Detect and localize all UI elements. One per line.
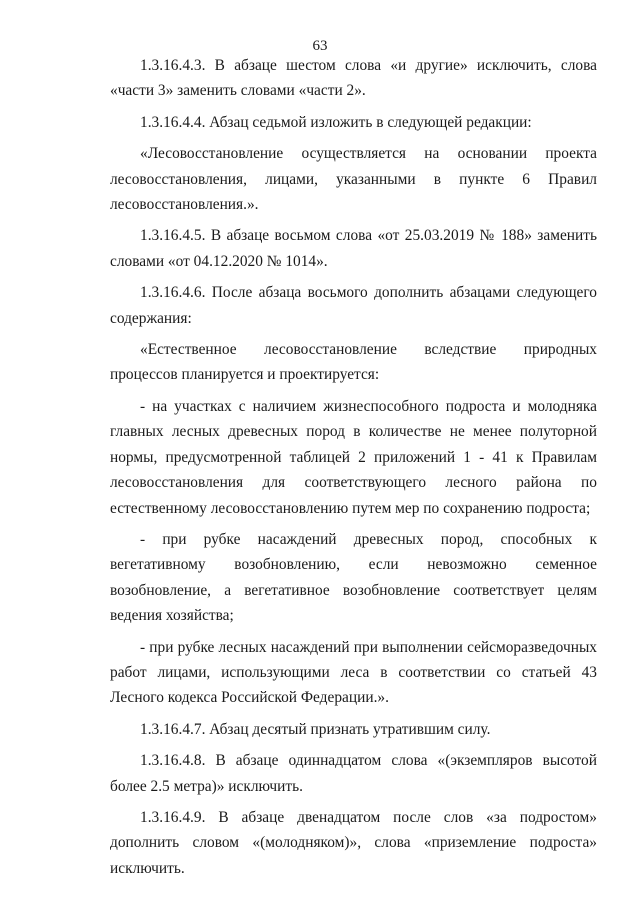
document-body — [110, 53, 597, 887]
paragraph-quoted-lesovosstanovlenie: «Лесовосстановление осуществляется на основании проекта лесовосстановления, лицами, указанными в пункте 6 Правил лесовосстановления.». — [110, 145, 597, 214]
list-item-podrost: - на участках с наличием жизнеспособного подроста и молодняка главных лесных древесных пород в количестве не менее полуторной нормы, предусмотренной таблицей 2 приложений 1 - 41 к Правилам лесовосстановления для соответствующего лесного района по естественному лесовосстановлению путем мер по сохранению подроста; — [110, 397, 597, 517]
paragraph-1-3-16-4-3: 1.3.16.4.3. В абзаце шестом слова «и другие» исключить, слова «части 3» заменить словами «части 2». — [110, 57, 597, 100]
paragraph-1-3-16-4-4: 1.3.16.4.4. Абзац седьмой изложить в следующей редакции: — [140, 113, 532, 131]
paragraph-1-3-16-4-7: 1.3.16.4.7. Абзац десятый признать утратившим силу. — [140, 720, 491, 738]
list-item-seismorazvedka: - при рубке лесных насаждений при выполнении сейсморазведочных работ лицами, использующими леса в соответствии со статьей 43 Лесного кодекса Российской Федерации.». — [110, 638, 597, 707]
page-number: 63 — [312, 38, 328, 54]
paragraph-quoted-estestvennoe: «Естественное лесовосстановление вследствие природных процессов планируется и проектируется: — [110, 341, 597, 384]
list-item-vegetativnoe: - при рубке насаждений древесных пород, способных к вегетативному возобновлению, если невозможно семенное возобновление, а вегетативное возобновление соответствует целям ведения хозяйства; — [110, 530, 597, 625]
paragraph-1-3-16-4-9: 1.3.16.4.9. В абзаце двенадцатом после слов «за подростом» дополнить словом «(молодняком)», слова «приземление подроста» исключить. — [110, 808, 597, 877]
paragraph-1-3-16-4-8: 1.3.16.4.8. В абзаце одиннадцатом слова «(экземпляров высотой более 2.5 метра)» исключить. — [110, 752, 597, 795]
paragraph-1-3-16-4-6: 1.3.16.4.6. После абзаца восьмого дополнить абзацами следующего содержания: — [110, 284, 597, 327]
paragraph-1-3-16-4-5: 1.3.16.4.5. В абзаце восьмом слова «от 25.03.2019 № 188» заменить словами «от 04.12.2020 № 1014». — [110, 227, 597, 270]
